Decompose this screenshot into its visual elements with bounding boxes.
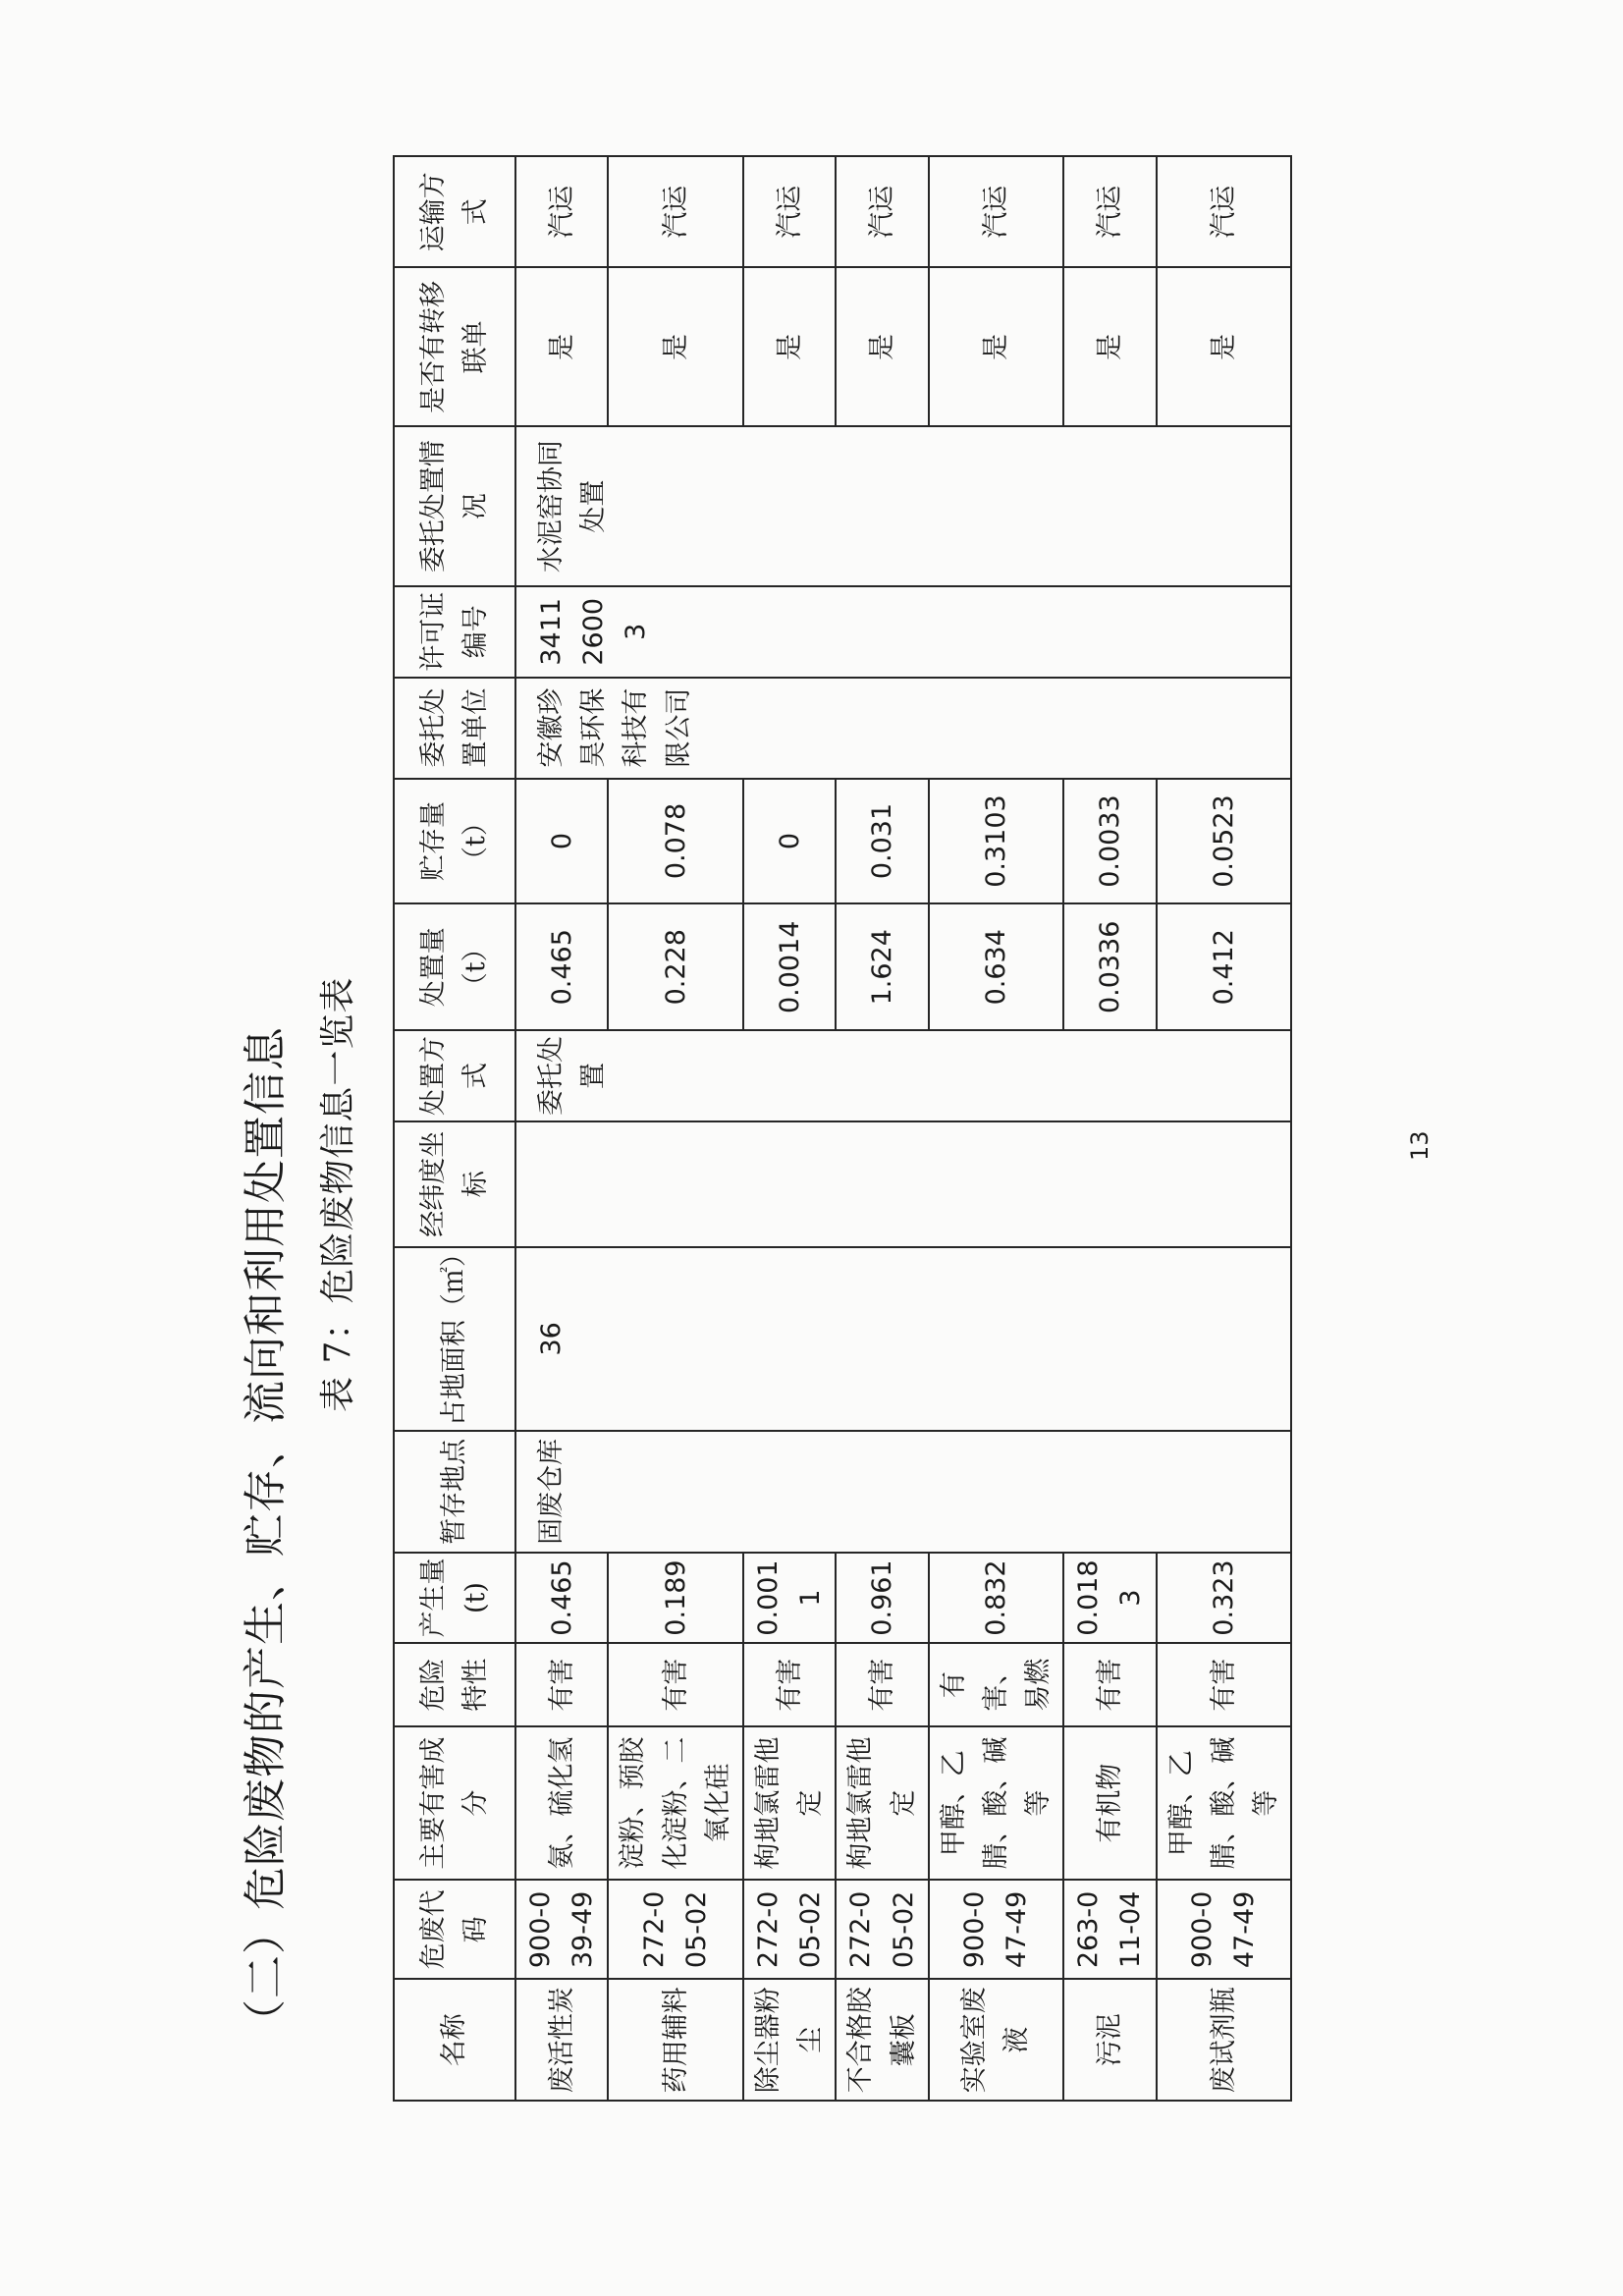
cell-name: 废活性炭 [515,1979,608,2101]
header-generated: 产生量(t) [394,1553,515,1644]
header-name: 名称 [394,1979,515,2101]
cell-transport: 汽运 [608,156,743,267]
cell-area: 36 [515,1247,1291,1431]
cell-coords [515,1121,1291,1247]
cell-name: 药用辅料 [608,1979,743,2101]
cell-name: 废试剂瓶 [1157,1979,1292,2101]
cell-stored: 0.031 [836,779,928,904]
header-situation: 委托处置情况 [394,426,515,586]
cell-hazard: 有害 [515,1643,608,1725]
cell-manifest: 是 [1157,267,1292,426]
cell-stored: 0.3103 [929,779,1064,904]
cell-disposed: 0.412 [1157,903,1292,1030]
cell-components: 氨、硫化氢 [515,1726,608,1881]
cell-transport: 汽运 [1157,156,1292,267]
cell-components: 甲醇、乙腈、酸、碱等 [1157,1726,1292,1881]
cell-generated: 0.0183 [1063,1553,1156,1644]
header-disposed: 处置量（t） [394,903,515,1030]
cell-disposed: 0.228 [608,903,743,1030]
cell-disposed: 0.0014 [743,903,836,1030]
cell-transport: 汽运 [836,156,928,267]
cell-name: 除尘器粉尘 [743,1979,836,2101]
cell-storage-site: 固废仓库 [515,1431,1291,1553]
cell-manifest: 是 [608,267,743,426]
header-hazard: 危险特性 [394,1643,515,1725]
cell-stored: 0.0033 [1063,779,1156,904]
header-stored: 贮存量（t） [394,779,515,904]
table-caption: 表 7：危险废物信息一览表 [318,976,358,1412]
cell-hazard: 有害 [1063,1643,1156,1725]
cell-components: 枸地氯雷他定 [836,1726,928,1881]
cell-stored: 0 [743,779,836,904]
table-header-row [394,156,515,2101]
cell-disposal-method: 委托处置 [515,1030,1291,1121]
cell-generated: 0.323 [1157,1553,1292,1644]
cell-license: 34112600 3 [515,586,1291,678]
cell-generated: 0.0011 [743,1553,836,1644]
cell-manifest: 是 [743,267,836,426]
cell-hazard: 有害 [743,1643,836,1725]
cell-components: 甲醇、乙腈、酸、碱等 [929,1726,1064,1881]
cell-hazard: 有害 [1157,1643,1292,1725]
header-coords: 经纬度坐标 [394,1121,515,1247]
cell-name: 污泥 [1063,1979,1156,2101]
cell-disposed: 0.634 [929,903,1064,1030]
cell-manifest: 是 [929,267,1064,426]
cell-stored: 0 [515,779,608,904]
cell-stored: 0.078 [608,779,743,904]
header-components: 主要有害成分 [394,1726,515,1881]
cell-disposed: 0.0336 [1063,903,1156,1030]
hazardous-waste-table [393,155,1292,2102]
cell-hazard: 有害、易燃 [929,1643,1064,1725]
cell-transport: 汽运 [929,156,1064,267]
header-disposal-method: 处置方式 [394,1030,515,1121]
cell-stored: 0.0523 [1157,779,1292,904]
cell-transport: 汽运 [743,156,836,267]
cell-code: 900-039-49 [515,1880,608,1979]
cell-generated: 0.465 [515,1553,608,1644]
cell-manifest: 是 [836,267,928,426]
table-row [515,156,608,2101]
header-code: 危废代码 [394,1880,515,1979]
page-number: 13 [1406,1130,1434,1161]
cell-code: 272-005-02 [608,1880,743,1979]
cell-generated: 0.961 [836,1553,928,1644]
cell-situation: 水泥窑协同处置 [515,426,1291,586]
header-license: 许可证编号 [394,586,515,678]
cell-name: 实验室废液 [929,1979,1064,2101]
cell-disposed: 0.465 [515,903,608,1030]
cell-code: 900-047-49 [929,1880,1064,1979]
cell-code: 272-005-02 [836,1880,928,1979]
section-heading: （二）危险废物的产生、贮存、流向和利用处置信息 [241,1026,291,2043]
cell-unit: 安徽珍昊环保科技有限公司 [515,678,1291,779]
cell-generated: 0.189 [608,1553,743,1644]
cell-transport: 汽运 [1063,156,1156,267]
cell-code: 900-047-49 [1157,1880,1292,1979]
header-area: 占地面积（㎡） [394,1247,515,1431]
cell-components: 枸地氯雷他定 [743,1726,836,1881]
cell-code: 263-011-04 [1063,1880,1156,1979]
cell-components: 淀粉、预胶化淀粉、二氧化硅 [608,1726,743,1881]
cell-hazard: 有害 [836,1643,928,1725]
cell-manifest: 是 [515,267,608,426]
cell-manifest: 是 [1063,267,1156,426]
cell-generated: 0.832 [929,1553,1064,1644]
cell-disposed: 1.624 [836,903,928,1030]
cell-hazard: 有害 [608,1643,743,1725]
cell-name: 不合格胶囊板 [836,1979,928,2101]
cell-transport: 汽运 [515,156,608,267]
header-unit: 委托处置单位 [394,678,515,779]
header-transport: 运输方式 [394,156,515,267]
cell-components: 有机物 [1063,1726,1156,1881]
header-storage-site: 暂存地点 [394,1431,515,1553]
cell-code: 272-005-02 [743,1880,836,1979]
header-manifest: 是否有转移联单 [394,267,515,426]
